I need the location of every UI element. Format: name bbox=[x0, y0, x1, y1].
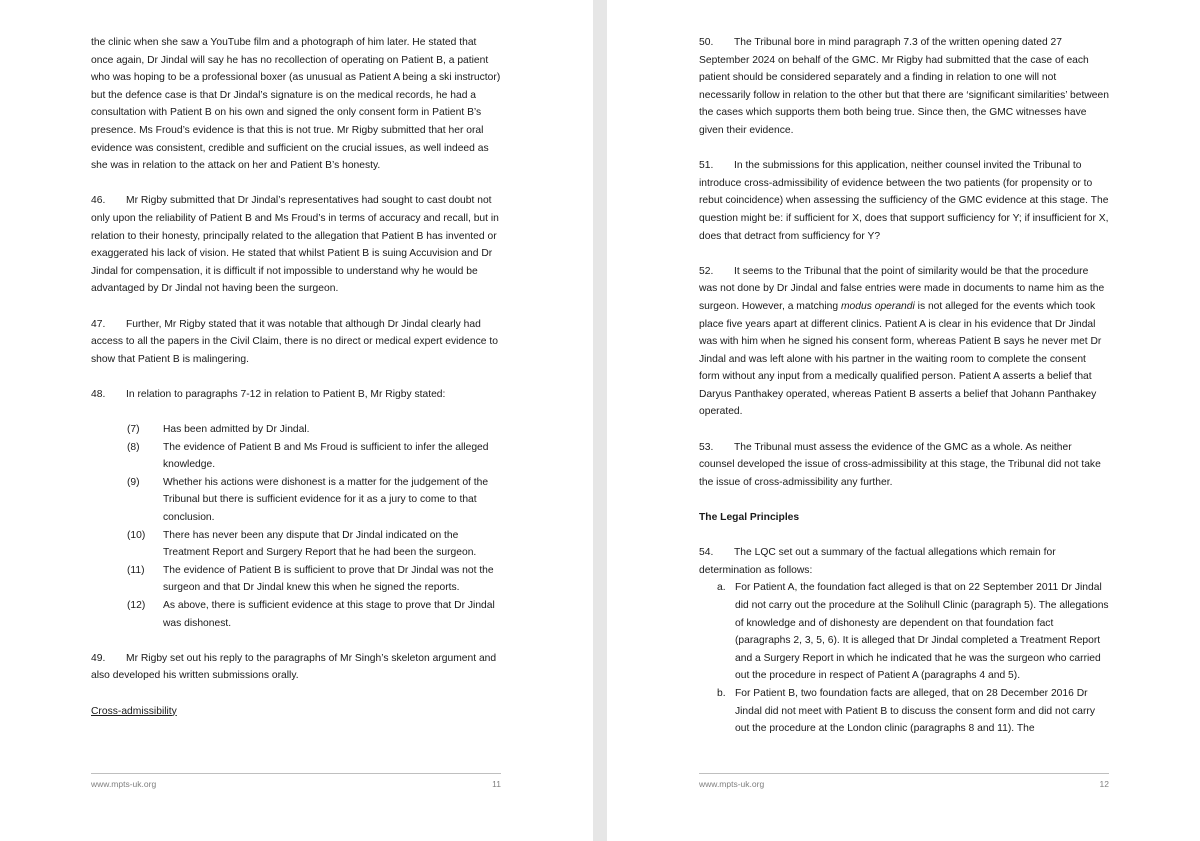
list-item-text: The evidence of Patient B is sufficient to prove that Dr Jindal was not the surgeon and that Dr Jindal knew this when he signed the reports. bbox=[163, 564, 494, 594]
numbered-sublist bbox=[127, 421, 501, 632]
section-heading-legal-principles: The Legal Principles bbox=[699, 512, 800, 524]
paragraph-text: In the submissions for this application, neither counsel invited the Tribunal to introduce cross-admissibility of evidence between the two patients (for propensity or to rebut coincidence) when assessing the sufficiency of the GMC evidence at this stage. The question might be: if sufficient for X, does that support sufficiency for Y; if insufficient for X, does that detract from sufficiency for Y? bbox=[699, 160, 1109, 242]
paragraph-number: 53. bbox=[699, 441, 714, 453]
paragraph-text-cont: is not alleged for the events which took place five years apart at different clinics. Patient A is clear in his evidence that Dr Jindal was with him when he signed his consent form, whereas Patient B says he never met Dr Jindal and was left alone with his partner in the waiting room to complete the consent form without any input from a medically qualified person. Patient A asserts a belief that Daryus Panthakey operated, whereas Patient B asserts a belief that Johann Panthakey operated. bbox=[699, 300, 1102, 418]
paragraph-number: 54. bbox=[699, 547, 714, 559]
paragraph-49 bbox=[91, 650, 501, 685]
list-item bbox=[127, 474, 501, 527]
intro-paragraph: the clinic when she saw a YouTube film and a photograph of him later. He stated that once again, Dr Jindal will say he has no recollection of operating on Patient B, a patient who was hoping to be a professional boxer (as unusual as Patient A being a ski instructor) but the defence case is that Dr Jindal’s signature is on the medical records, he had a consultation with Patient B on his own and signed the only consent form in Patient B’s presence. Ms Froud’s evidence is that this is not true. Mr Rigby submitted that her oral evidence was consistent, credible and sufficient on the crucial issues, as well indeed as she was in relation to the attack on her and Patient B’s honesty. bbox=[91, 37, 501, 172]
paragraph-52 bbox=[699, 263, 1109, 421]
list-item bbox=[127, 562, 501, 597]
footer-url: www.mpts-uk.org bbox=[699, 779, 765, 789]
list-item-text: The evidence of Patient B and Ms Froud is sufficient to infer the alleged knowledge. bbox=[163, 441, 489, 471]
paragraph-number: 50. bbox=[699, 37, 714, 48]
footer-url: www.mpts-uk.org bbox=[91, 779, 157, 789]
paragraph-text: The Tribunal must assess the evidence of the GMC as a whole. As neither counsel developed the issue of cross-admissibility at this stage, the Tribunal did not take the issue of cross-admissibility any further. bbox=[699, 441, 1101, 488]
list-item-text: As above, there is sufficient evidence at this stage to prove that Dr Jindal was dishonest. bbox=[163, 600, 495, 629]
page-body bbox=[699, 34, 1109, 738]
page-gap bbox=[593, 0, 607, 841]
list-item-number: (7) bbox=[127, 424, 140, 436]
list-item-number: (12) bbox=[127, 600, 146, 611]
list-item bbox=[717, 685, 1109, 738]
paragraph-number: 47. bbox=[91, 318, 106, 330]
paragraph-text: The LQC set out a summary of the factual allegations which remain for determination as follows: bbox=[699, 547, 1056, 576]
list-item bbox=[127, 527, 501, 562]
paragraph-46 bbox=[91, 192, 501, 298]
paragraph-number: 51. bbox=[699, 160, 714, 172]
list-item bbox=[127, 597, 501, 632]
page-number: 12 bbox=[1099, 779, 1109, 789]
paragraph-text: Mr Rigby submitted that Dr Jindal’s representatives had sought to cast doubt not only upon the reliability of Patient B and Ms Froud’s in terms of accuracy and recall, but in relation to their honesty, principally related to the allegation that Patient B has invented or exaggerated his lack of vision. He stated that whilst Patient B is suing Accuvision and Dr Jindal for compensation, it is difficult if not impossible to understand why he would be advantaged by Dr Jindal not having been the surgeon. bbox=[91, 195, 499, 295]
paragraph-50 bbox=[699, 34, 1109, 140]
paragraph-number: 46. bbox=[91, 195, 106, 207]
list-item-number: (8) bbox=[127, 441, 140, 453]
paragraph-text: Further, Mr Rigby stated that it was notable that although Dr Jindal clearly had access to all the papers in the Civil Claim, there is no direct or medical expert evidence to show that Patient B is malingering. bbox=[91, 318, 498, 365]
footer-divider bbox=[699, 773, 1109, 774]
page-number: 11 bbox=[492, 779, 501, 789]
paragraph-47 bbox=[91, 316, 501, 369]
paragraph-54 bbox=[699, 544, 1109, 579]
list-item-text: Whether his actions were dishonest is a matter for the judgement of the Tribunal but there is sufficient evidence for it as a jury to come to that conclusion. bbox=[163, 476, 489, 524]
paragraph-number: 49. bbox=[91, 652, 106, 664]
paragraph-51 bbox=[699, 157, 1109, 245]
list-item-number: (10) bbox=[127, 529, 146, 541]
list-item bbox=[127, 421, 501, 439]
page-body bbox=[91, 34, 501, 720]
list-item-text: For Patient B, two foundation facts are alleged, that on 28 December 2016 Dr Jindal did not meet with Patient B to discuss the consent form and did not carry out the procedure at the London clinic (paragraphs 8 and 11). The bbox=[735, 687, 1096, 735]
list-item-text: For Patient A, the foundation fact alleged is that on 22 September 2011 Dr Jindal did not carry out the procedure at the Solihull Clinic (paragraph 5). The allegations of knowledge and of dishonesty are dependent on that foundation fact (paragraphs 2, 3, 5, 6). It is alleged that Dr Jindal completed a Treatment Report and a Surgery Report in which he indicated that he was the surgeon who carried out the procedure in respect of Patient A (paragraphs 4 and 5). bbox=[735, 582, 1109, 682]
paragraph-text: In relation to paragraphs 7-12 in relation to Patient B, Mr Rigby stated: bbox=[126, 388, 446, 400]
list-item-letter: b. bbox=[717, 687, 726, 699]
paragraph-text: Mr Rigby set out his reply to the paragraphs of Mr Singh’s skeleton argument and also developed his written submissions orally. bbox=[91, 652, 497, 682]
list-item bbox=[717, 579, 1109, 685]
section-heading-cross-admissibility: Cross-admissibility bbox=[91, 705, 177, 717]
paragraph-number: 52. bbox=[699, 265, 714, 277]
list-item-letter: a. bbox=[717, 582, 726, 594]
footer-divider bbox=[91, 773, 501, 774]
paragraph-number: 48. bbox=[91, 388, 106, 400]
list-item-text: There has never been any dispute that Dr Jindal indicated on the Treatment Report and Surgery Report that he had been the surgeon. bbox=[163, 529, 477, 559]
list-item-number: (11) bbox=[127, 564, 145, 576]
paragraph-text: The Tribunal bore in mind paragraph 7.3 of the written opening dated 27 September 2024 on behalf of the GMC. Mr Rigby had submitted that the case of each patient should be considered separately and a finding in relation to one will not necessarily follow in relation to the other but that there are ‘significant similarities’ between the cases which supports them both being true. Since then, the GMC witnesses have given their evidence. bbox=[699, 37, 1109, 136]
list-item-text: Has been admitted by Dr Jindal. bbox=[163, 424, 310, 436]
document-page-12 bbox=[607, 0, 1200, 841]
list-item-number: (9) bbox=[127, 476, 140, 488]
paragraph-53 bbox=[699, 439, 1109, 492]
paragraph-48 bbox=[91, 386, 501, 404]
paragraph-text: It seems to the Tribunal that the point of similarity would be that the procedure was not done by Dr Jindal and false entries were made in documents to name him as the surgeon. However, a matching bbox=[699, 265, 1105, 312]
document-page-11 bbox=[0, 0, 593, 841]
italic-term: modus operandi bbox=[840, 300, 915, 312]
lettered-list bbox=[717, 579, 1109, 737]
list-item bbox=[127, 439, 501, 474]
